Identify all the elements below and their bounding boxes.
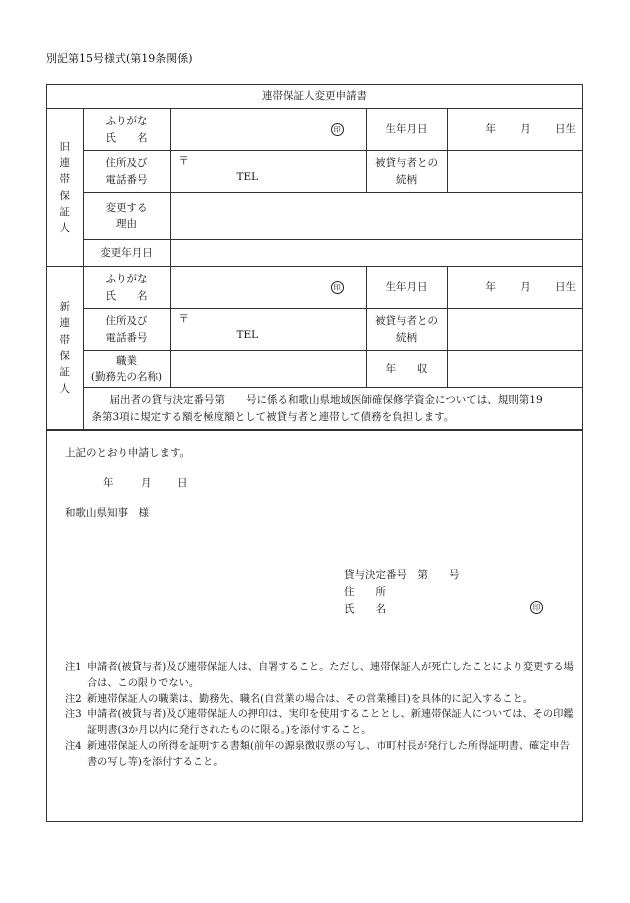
addressee: 和歌山県知事 様 xyxy=(65,507,149,519)
old-birth-label: 生年月日 xyxy=(366,109,447,151)
old-relation-field[interactable] xyxy=(447,151,582,193)
new-address-label: 住所及び 電話番号 xyxy=(83,309,170,351)
new-guarantor-label: 新 連 帯 保 証 人 xyxy=(47,267,83,430)
old-address-label: 住所及び 電話番号 xyxy=(83,151,170,193)
pledge-statement: 届出者の貸与決定番号第 号に係る和歌山県地域医師確保修学資金については、規則第19 条第3項に規定する額を極度額として被貸与者と連帯して債務を負担します。 xyxy=(83,388,582,430)
notes-list xyxy=(65,660,577,771)
new-relation-field[interactable] xyxy=(447,309,582,351)
new-income-label: 年 収 xyxy=(366,351,447,388)
old-reason-field[interactable] xyxy=(170,193,582,240)
new-birth-label: 生年月日 xyxy=(366,267,447,309)
seal-icon: 印 xyxy=(530,601,543,614)
postal-mark-icon: 〒 xyxy=(178,155,189,167)
new-job-field[interactable] xyxy=(170,351,366,388)
new-relation-label: 被貸与者との 続柄 xyxy=(366,309,447,351)
form-caption: 別記第15号様式(第19条関係) xyxy=(46,52,193,65)
seal-icon: 印 xyxy=(331,123,344,136)
application-statement: 上記のとおり申請します。 xyxy=(65,447,191,459)
old-birth-field[interactable]: 年 月 日生 xyxy=(447,109,582,151)
tel-label: TEL xyxy=(236,171,259,184)
new-job-label: 職業 (勤務先の名称) xyxy=(83,351,170,388)
new-name-field[interactable] xyxy=(170,267,366,309)
note-item: 注3 申請者(被貸与者)及び連帯保証人の押印は、実印を使用することとし、新連帯保証人については、その印鑑証明書(3か月以内に発行されたものに限る。)を添付すること。 xyxy=(65,709,574,737)
tel-label: TEL xyxy=(236,329,259,342)
old-change-date-field[interactable] xyxy=(170,240,582,267)
old-reason-label: 変更する 理由 xyxy=(83,193,170,240)
postal-mark-icon: 〒 xyxy=(178,313,189,325)
old-address-field[interactable] xyxy=(170,151,366,193)
applicant-number-label[interactable]: 貸与決定番号 第 号 xyxy=(344,569,460,581)
old-guarantor-label: 旧 連 帯 保 証 人 xyxy=(47,109,83,267)
old-name-label: ふりがな 氏 名 xyxy=(83,109,170,151)
form-sheet xyxy=(46,84,583,822)
note-item: 注4 新連帯保証人の所得を証明する書類(前年の源泉徴収票の写し、市町村長が発行した所得証明書、確定申告書の写し等)を添付すること。 xyxy=(65,741,570,768)
old-relation-label: 被貸与者との 続柄 xyxy=(366,151,447,193)
form-title: 連帯保証人変更申請書 xyxy=(47,85,582,109)
new-birth-field[interactable]: 年 月 日生 xyxy=(447,267,582,309)
seal-icon: 印 xyxy=(331,281,344,294)
applicant-address-label[interactable]: 住 所 xyxy=(344,586,386,598)
application-date[interactable]: 年 月 日 xyxy=(103,477,188,489)
application-section xyxy=(47,430,582,821)
guarantor-table xyxy=(47,85,582,430)
new-income-field[interactable] xyxy=(447,351,582,388)
note-item: 注1 申請者(被貸与者)及び連帯保証人は、自署すること。ただし、連帯保証人が死亡したことにより変更する場合は、この限りでない。 xyxy=(65,662,574,689)
applicant-name-label[interactable]: 氏 名 xyxy=(344,603,386,615)
new-address-field[interactable] xyxy=(170,309,366,351)
new-name-label: ふりがな 氏 名 xyxy=(83,267,170,309)
old-change-date-label: 変更年月日 xyxy=(83,240,170,267)
old-name-field[interactable] xyxy=(170,109,366,151)
note-item: 注2 新連帯保証人の職業は、勤務先、職名(自営業の場合は、その営業種目)を具体的に記入すること。 xyxy=(65,693,534,705)
